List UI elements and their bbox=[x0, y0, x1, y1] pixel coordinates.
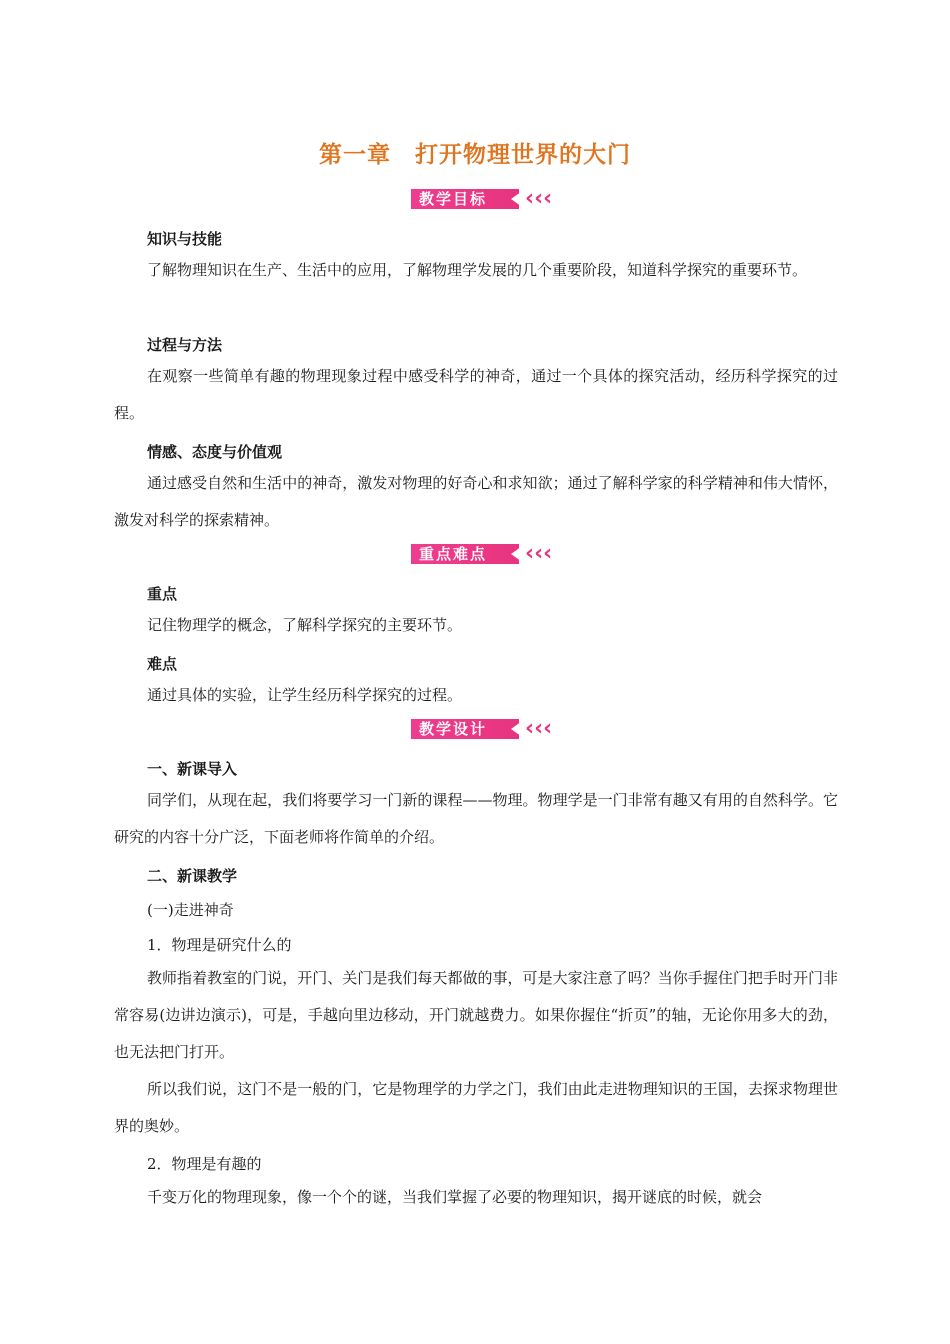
paragraph: 所以我们说，这门不是一般的门，它是物理学的力学之门，我们由此走进物理知识的王国，去探求物理世界的奥妙。 bbox=[114, 1080, 838, 1135]
paragraph: 通过具体的实验，让学生经历科学探究的过程。 bbox=[147, 686, 463, 704]
chevron-left-icon: ‹‹‹ bbox=[525, 541, 553, 566]
heading-key-point: 重点 bbox=[147, 585, 178, 603]
paragraph: 记住物理学的概念，了解科学探究的主要环节。 bbox=[147, 616, 463, 634]
paragraph: 千变万化的物理现象，像一个个的谜，当我们掌握了必要的物理知识，揭开谜底的时候，就会 bbox=[147, 1188, 763, 1206]
banner-label: 教学目标 bbox=[419, 190, 488, 208]
chapter-title: 第一章 打开物理世界的大门 bbox=[319, 142, 631, 168]
chevron-left-icon: ‹‹‹ bbox=[525, 186, 553, 211]
heading-process-method: 过程与方法 bbox=[147, 336, 223, 354]
section-banner-design bbox=[411, 717, 581, 741]
paragraph: 在观察一些简单有趣的物理现象过程中感受科学的神奇，通过一个具体的探究活动，经历科学探究的过程。 bbox=[114, 367, 838, 422]
list-item: 1．物理是研究什么的 bbox=[147, 936, 292, 954]
heading-teaching: 二、新课教学 bbox=[147, 867, 238, 885]
list-item: 2．物理是有趣的 bbox=[147, 1155, 262, 1173]
heading-difficulty: 难点 bbox=[147, 655, 178, 673]
banner-label: 重点难点 bbox=[419, 545, 488, 563]
heading-intro: 一、新课导入 bbox=[147, 760, 238, 778]
section-banner-key-points bbox=[411, 542, 581, 566]
banner-notch bbox=[511, 544, 525, 564]
heading-attitude-values: 情感、态度与价值观 bbox=[147, 443, 283, 461]
paragraph: 了解物理知识在生产、生活中的应用，了解物理学发展的几个重要阶段，知道科学探究的重要环节。 bbox=[147, 261, 808, 279]
paragraph: 通过感受自然和生活中的神奇，激发对物理的好奇心和求知欲；通过了解科学家的科学精神和伟大情怀，激发对科学的探索精神。 bbox=[114, 474, 838, 529]
paragraph: 同学们，从现在起，我们将要学习一门新的课程——物理。物理学是一门非常有趣又有用的自然科学。它研究的内容十分广泛，下面老师将作简单的介绍。 bbox=[114, 791, 838, 846]
subheading: (一)走进神奇 bbox=[147, 901, 234, 919]
chevron-left-icon: ‹‹‹ bbox=[525, 716, 553, 741]
banner-notch bbox=[511, 719, 525, 739]
heading-knowledge-skills: 知识与技能 bbox=[147, 230, 223, 248]
section-banner-goals bbox=[411, 187, 581, 211]
banner-tag bbox=[411, 189, 519, 209]
banner-label: 教学设计 bbox=[419, 720, 488, 738]
banner-tag bbox=[411, 719, 519, 739]
banner-notch bbox=[511, 189, 525, 209]
banner-tag bbox=[411, 544, 519, 564]
paragraph: 教师指着教室的门说，开门、关门是我们每天都做的事，可是大家注意了吗？当你手握住门把手时开门非常容易(边讲边演示)，可是，手越向里边移动，开门就越费力。如果你握住“折页”的轴，无论你用多大的劲，也无法把门打开。 bbox=[114, 969, 838, 1061]
